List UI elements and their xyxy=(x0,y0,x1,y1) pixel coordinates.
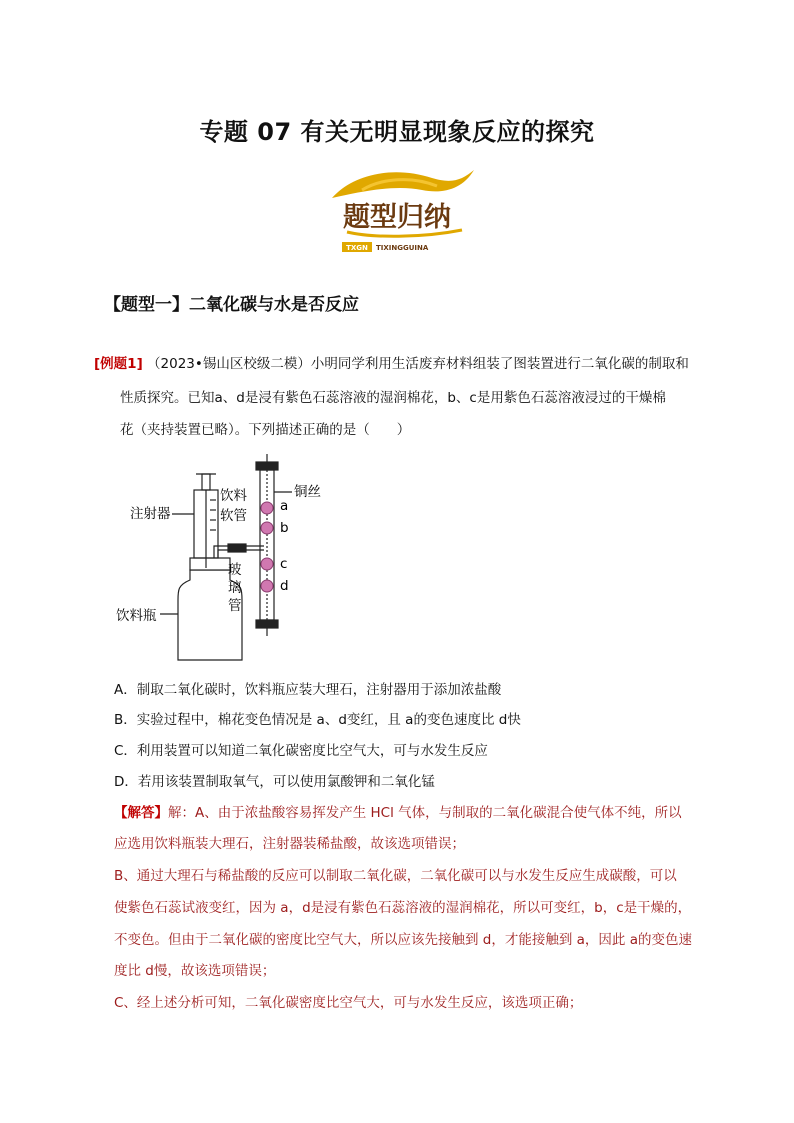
label-syringe: 注射器 xyxy=(130,506,171,522)
option-c: C．利用装置可以知道二氧化碳密度比空气大，可与水发生反应 xyxy=(114,743,488,759)
label-tube-line1: 饮料 xyxy=(220,488,247,504)
option-d: D．若用该装置制取氧气，可以使用氯酸钾和二氧化锰 xyxy=(114,774,435,790)
banner-swoosh xyxy=(332,170,474,198)
label-wire: 铜丝 xyxy=(294,484,321,500)
answer-tag: 【解答】 xyxy=(114,805,168,821)
apparatus-diagram xyxy=(110,450,360,670)
example-first-line xyxy=(94,354,689,374)
option-a: A．制取二氧化碳时，饮料瓶应装大理石，注射器用于添加浓盐酸 xyxy=(114,682,502,698)
label-glass-2: 璃 xyxy=(228,580,242,596)
document-title: 专题 07 有关无明显现象反应的探究 xyxy=(199,118,595,146)
answer-first-line xyxy=(114,803,682,823)
cotton-a xyxy=(261,502,273,514)
label-tube-line2: 软管 xyxy=(220,508,247,524)
banner-text: 题型归纳 xyxy=(343,202,451,233)
example-tag: [例题1] xyxy=(94,356,143,372)
example-question-line: （2023•锡山区校级二模）小明同学利用生活废弃材料组装了图装置进行二氧化碳的制取和 xyxy=(147,356,689,372)
answer-line: 解：A、由于浓盐酸容易挥发产生 HCl 气体，与制取的二氧化碳混合使气体不纯，所以 xyxy=(168,805,682,821)
banner-logo xyxy=(312,160,482,260)
label-a: a xyxy=(280,498,289,514)
cotton-d xyxy=(261,580,273,592)
section-heading: 【题型一】二氧化碳与水是否反应 xyxy=(104,295,359,315)
label-c: c xyxy=(280,556,288,572)
option-b: B．实验过程中，棉花变色情况是 a、d变红，且 a的变色速度比 d快 xyxy=(114,712,521,728)
label-glass-1: 玻 xyxy=(228,562,242,578)
answer-line: B、通过大理石与稀盐酸的反应可以制取二氧化碳，二氧化碳可以与水发生反应生成碳酸，可以 xyxy=(114,868,677,884)
label-bottle: 饮料瓶 xyxy=(116,608,157,624)
answer-line: 使紫色石蕊试液变红，因为 a，d是浸有紫色石蕊溶液的湿润棉花，所以可变红，b，c是干燥的， xyxy=(114,900,692,916)
banner-pinyin-prefix: TXGN xyxy=(346,244,368,252)
cotton-c xyxy=(261,558,273,570)
answer-line: 度比 d慢，故该选项错误； xyxy=(114,963,276,979)
answer-line: C、经上述分析可知，二氧化碳密度比空气大，可与水发生反应，该选项正确； xyxy=(114,995,583,1011)
answer-line: 不变色。但由于二氧化碳的密度比空气大，所以应该先接触到 d，才能接触到 a，因此 a的变色速 xyxy=(114,932,692,948)
banner-pinyin: TIXINGGUINA xyxy=(376,244,429,252)
answer-line: 应选用饮料瓶装大理石，注射器装稀盐酸，故该选项错误； xyxy=(114,836,465,852)
example-question-line: 花（夹持装置已略）。下列描述正确的是（ ） xyxy=(120,422,411,438)
cotton-b xyxy=(261,522,273,534)
label-b: b xyxy=(280,520,289,536)
label-d: d xyxy=(280,578,289,594)
label-glass-3: 管 xyxy=(228,598,242,614)
example-question-line: 性质探究。已知a、d是浸有紫色石蕊溶液的湿润棉花，b、c是用紫色石蕊溶液浸过的干燥棉 xyxy=(120,390,666,406)
